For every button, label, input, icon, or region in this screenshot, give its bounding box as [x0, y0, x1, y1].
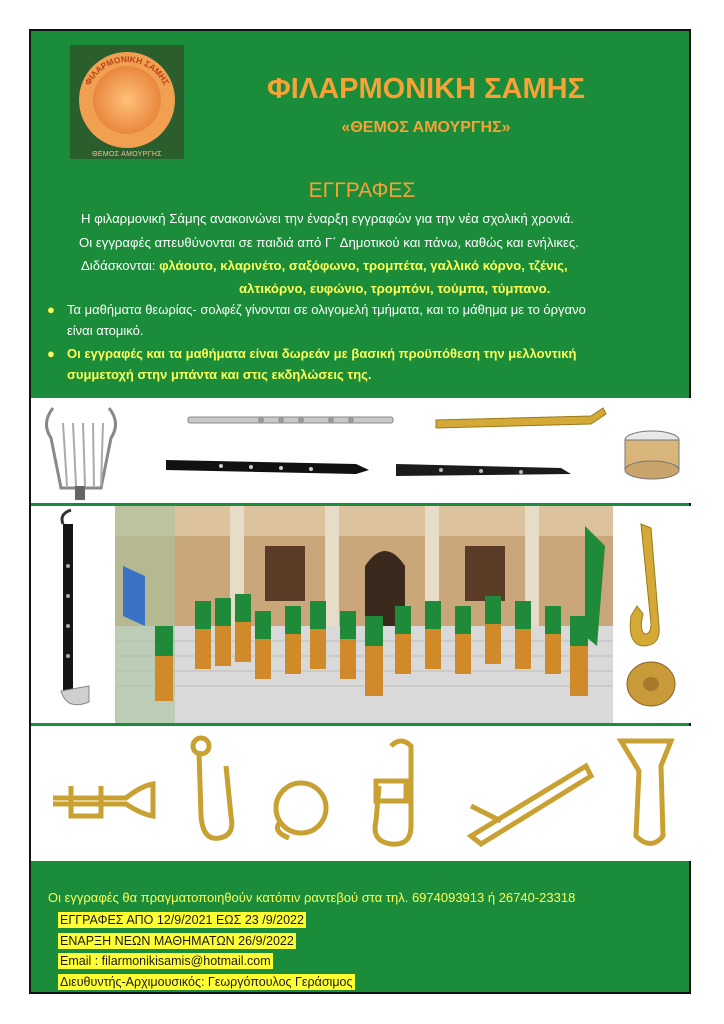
trombone-icon [471, 766, 591, 844]
french-horn-icon [276, 783, 326, 838]
euphonium-icon [375, 741, 411, 844]
poster [29, 29, 691, 994]
lessons-start: ΕΝΑΡΞΗ ΝΕΩΝ ΜΑΘΗΜΑΤΩΝ 26/9/2022 [60, 934, 294, 948]
greek-flag-icon [123, 566, 145, 626]
taught-instruments-1: φλάουτο, κλαρινέτο, σαξόφωνο, τρομπέτα, γαλλικό κόρνο, τζένις, [159, 258, 568, 273]
flute-icon [188, 417, 393, 423]
taught-label: Διδάσκονται: [81, 258, 160, 273]
bullet-free-line2: συμμετοχή στην μπάντα και στις εκδηλώσεις της. [67, 367, 372, 382]
bullet-free [47, 346, 577, 382]
director-line: Διευθυντής-Αρχιμουσικός: Γεωργόπουλος Γεράσιμος [60, 975, 353, 989]
cymbals-icon [627, 662, 675, 706]
clarinet-icon [166, 460, 369, 474]
logo [70, 45, 184, 159]
alto-sax-icon [630, 524, 659, 646]
email-line[interactable]: Email : filarmonikisamis@hotmail.com [60, 954, 271, 968]
bullet-dot-icon: ● [47, 302, 55, 317]
bullet-free-line1: Οι εγγραφές και τα μαθήματα είναι δωρεάν με βασική προϋπόθεση την μελλοντική [67, 346, 577, 361]
page-title: ΦΙΛΑΡΜΟΝΙΚΗ ΣΑΜΗΣ [267, 73, 585, 105]
tuba-icon [621, 741, 671, 844]
lyre-icon [46, 408, 115, 500]
logo-arc-label: ΦΙΛΑΡΜΟΝΙΚΗ ΣΑΜΗΣ [82, 53, 172, 87]
taught-line [81, 258, 568, 273]
registration-dates: ΕΓΓΡΑΦΕΣ ΑΠΟ 12/9/2021 ΕΩΣ 23 /9/2022 [60, 913, 304, 927]
instruments-strip-bottom [31, 726, 693, 861]
logo-subtext: ΘΕΜΟΣ ΑΜΟΥΡΓΗΣ [92, 151, 162, 158]
svg-text:ΦΙΛΑΡΜΟΝΙΚΗ ΣΑΜΗΣ [83, 54, 172, 87]
bullet-dot-icon: ● [47, 346, 55, 361]
bass-clarinet-icon [61, 510, 89, 705]
contact-line: Οι εγγραφές θα πραγματοποιηθούν κατόπιν ραντεβού στα τηλ. 6974093913 ή 26740-23318 [48, 890, 576, 905]
bullet-theory [47, 302, 586, 338]
taught-instruments-2: αλτικόρνο, ευφώνιο, τρομπόνι, τούμπα, τύμπανο. [239, 281, 551, 296]
soprano-sax-icon [436, 408, 606, 428]
bullet-theory-line2: είναι ατομικό. [67, 323, 144, 338]
page-subtitle: «ΘΕΜΟΣ ΑΜΟΥΡΓΗΣ» [341, 119, 511, 136]
band-photo [115, 506, 613, 723]
taught-line-2 [239, 281, 550, 296]
alto-horn-icon [193, 738, 232, 838]
snare-drum-icon [625, 431, 679, 479]
bullet-theory-line1: Τα μαθήματα θεωρίας- σολφέζ γίνονται σε ολιγομελή τμήματα, και το μάθημα με το όργανο [67, 302, 586, 317]
cornet-icon [53, 784, 153, 816]
section-heading: ΕΓΓΡΑΦΕΣ [308, 179, 416, 202]
instruments-strip-top [31, 398, 693, 503]
announcement-line: Η φιλαρμονική Σάμης ανακοινώνει την έναρξη εγγραφών για την νέα σχολική χρονιά. [81, 211, 574, 226]
audience-line: Οι εγγραφές απευθύνονται σε παιδιά από Γ΄ Δημοτικού και πάνω, καθώς και ενήλικες. [79, 235, 579, 250]
logo-arc-text [70, 45, 184, 159]
oboe-icon [396, 464, 571, 476]
